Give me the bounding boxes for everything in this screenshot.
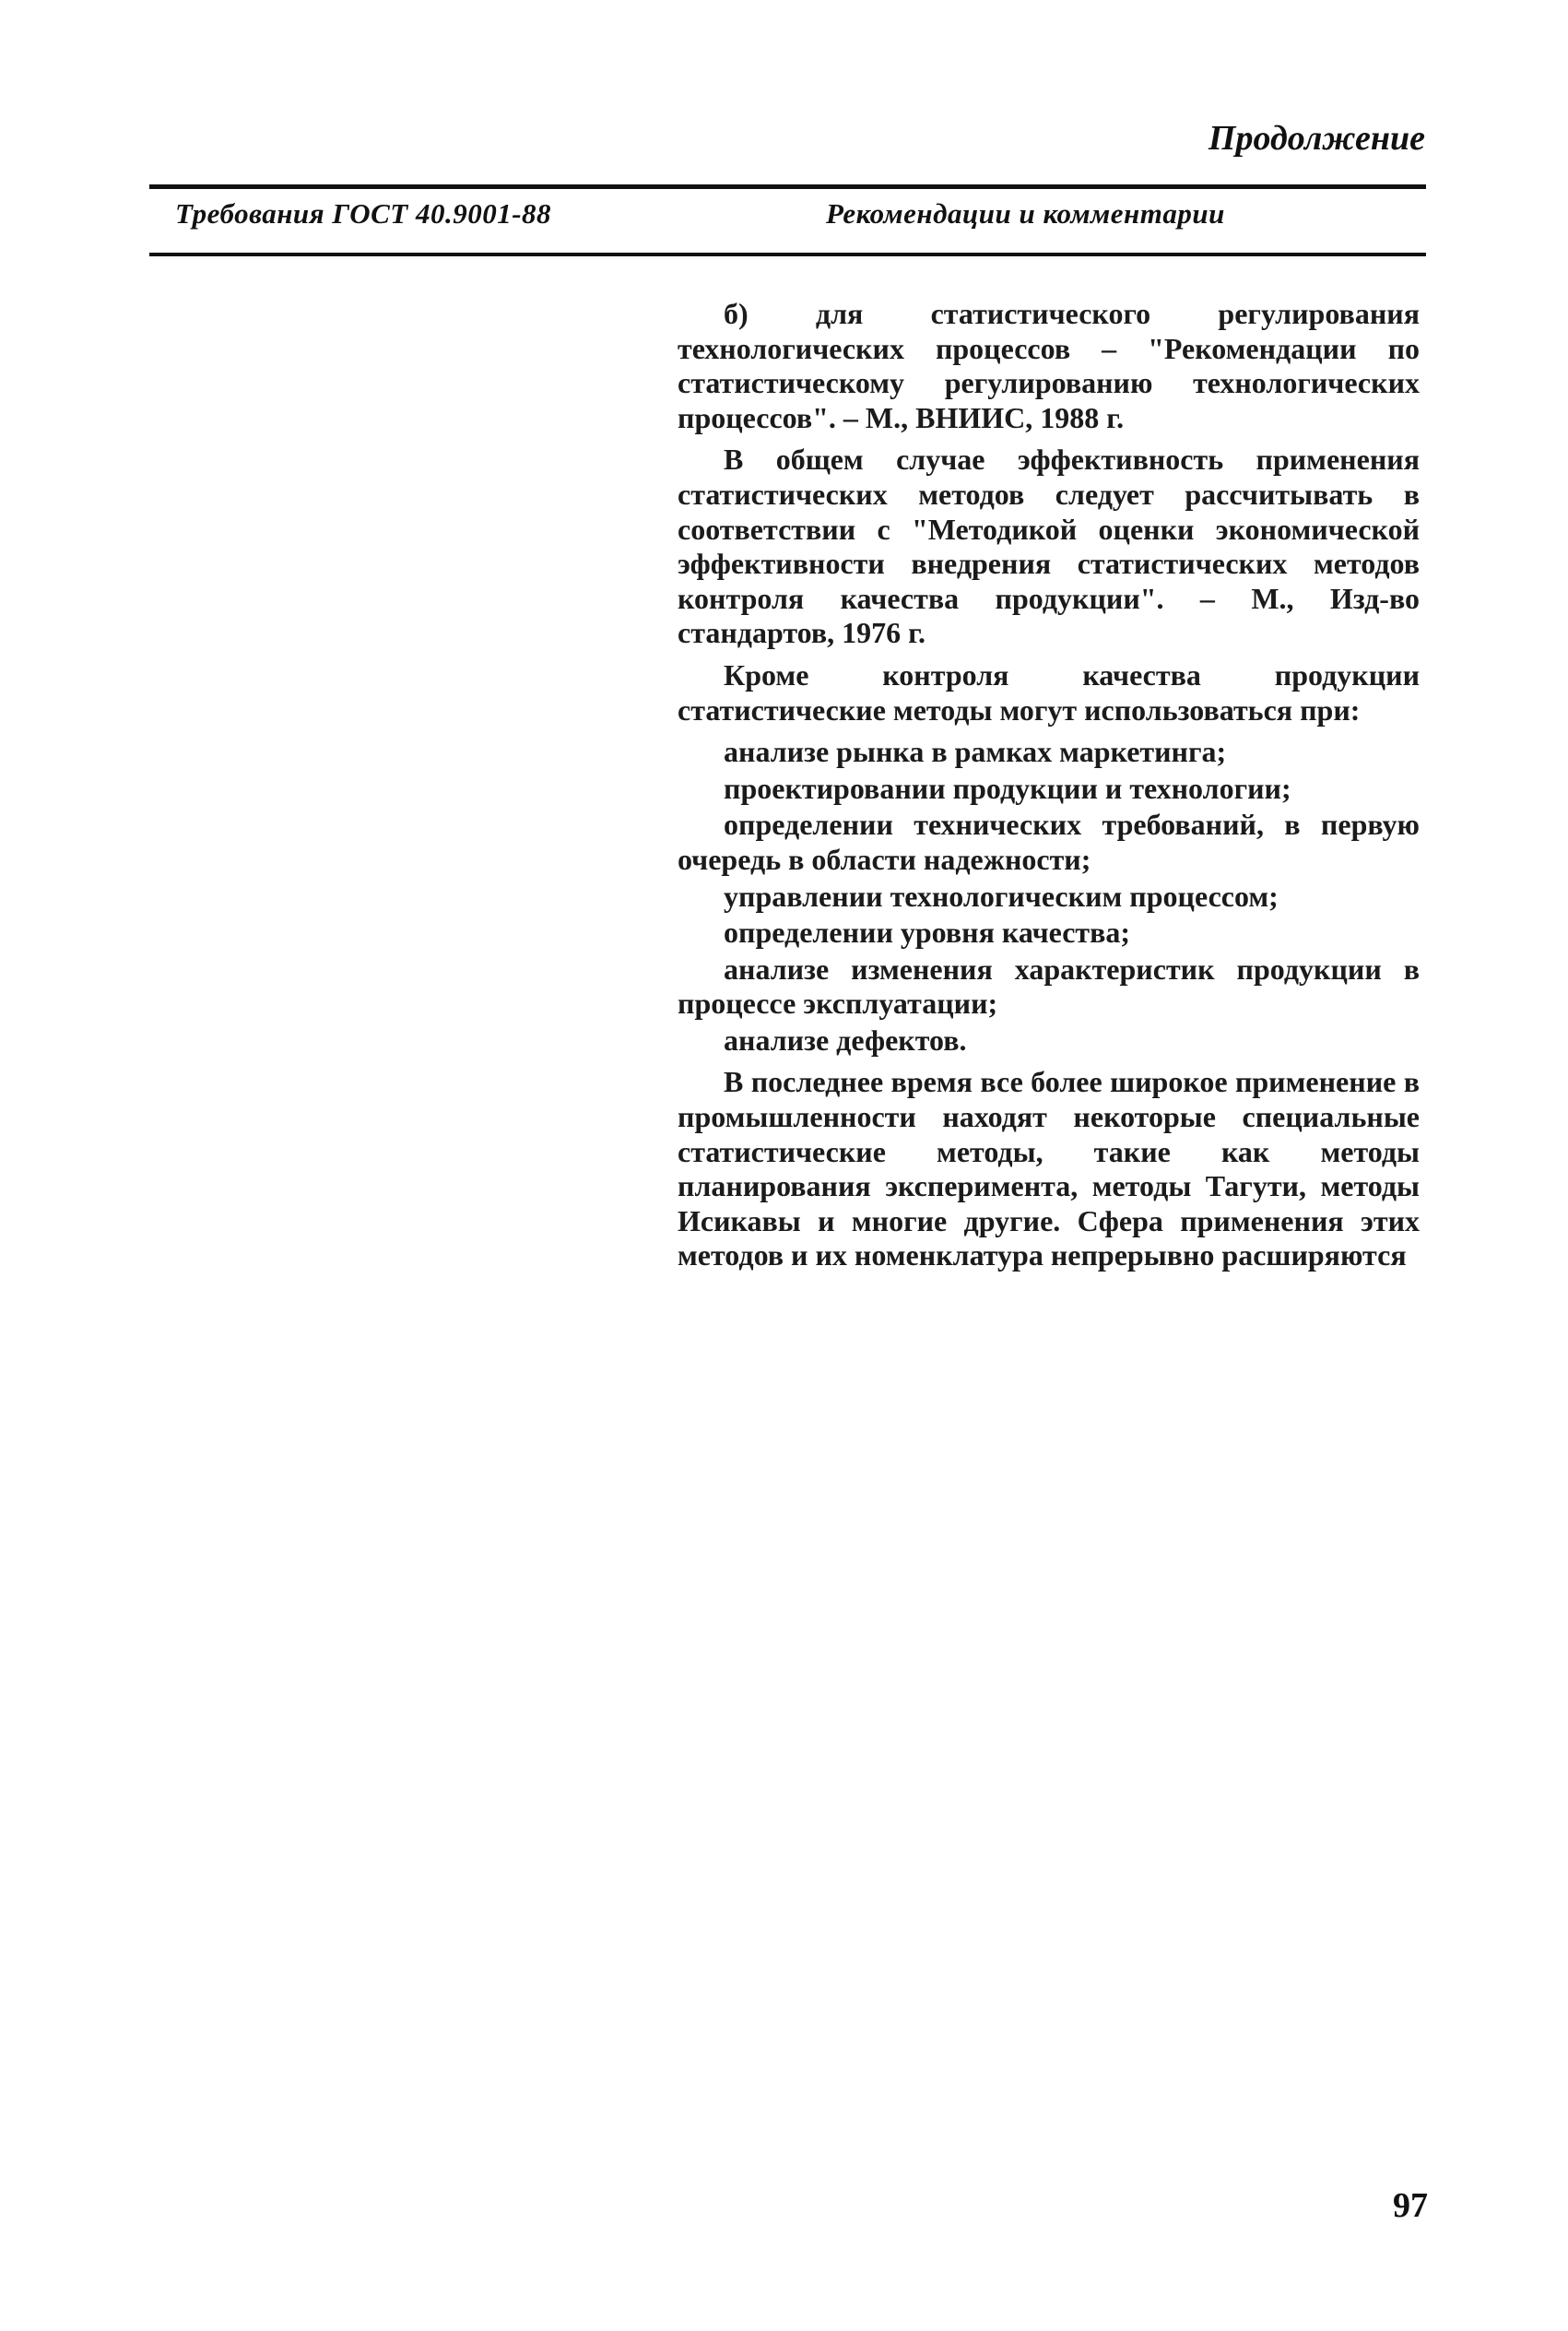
list-item: анализе изменения характеристик продукции в процессе эксплуатации; <box>678 952 1420 1021</box>
list-item: управлении технологическим процессом; <box>724 879 1279 913</box>
table-header-bottom-rule <box>149 253 1426 256</box>
list-item: определении технических требований, в первую очередь в области надежности; <box>678 808 1420 876</box>
paragraph-item-b: б) для статистического регулирования технологических процессов – "Рекомендации по статистическому регулированию технологических процессов". – М., ВНИИС, 1988 г. <box>678 297 1420 434</box>
applications-list <box>678 735 1420 1058</box>
recommendations-column <box>678 297 1420 1281</box>
page-number: 97 <box>1393 2186 1428 2225</box>
list-item: анализе дефектов. <box>724 1023 967 1057</box>
right-column-title: Рекомендации и комментарии <box>826 197 1225 230</box>
left-column-title: Требования ГОСТ 40.9001-88 <box>175 197 552 230</box>
continued-label: Продолжение <box>1208 119 1425 158</box>
list-item: проектировании продукции и технологии; <box>724 771 1291 805</box>
paragraph-special-methods: В последнее время все более широкое применение в промышленности находят некоторые специальные статистические методы, такие как методы планирования эксперимента, методы Тагути, методы Исикавы и многие другие. Сфера применения этих методов и их номенклатура непрерывно расширяются <box>678 1065 1420 1272</box>
list-item: анализе рынка в рамках маркетинга; <box>724 735 1227 769</box>
list-item: определении уровня качества; <box>724 916 1131 950</box>
table-header-top-rule <box>149 184 1426 189</box>
paragraph-efficiency: В общем случае эффективность применения статистических методов следует рассчитывать в соответствии с "Методикой оценки экономической эффективности внедрения статистических методов контроля качества продукции". – М., Изд-во стандартов, 1976 г. <box>678 443 1420 650</box>
paragraph-applications-intro: Кроме контроля качества продукции статистические методы могут использоваться при: <box>678 657 1420 727</box>
